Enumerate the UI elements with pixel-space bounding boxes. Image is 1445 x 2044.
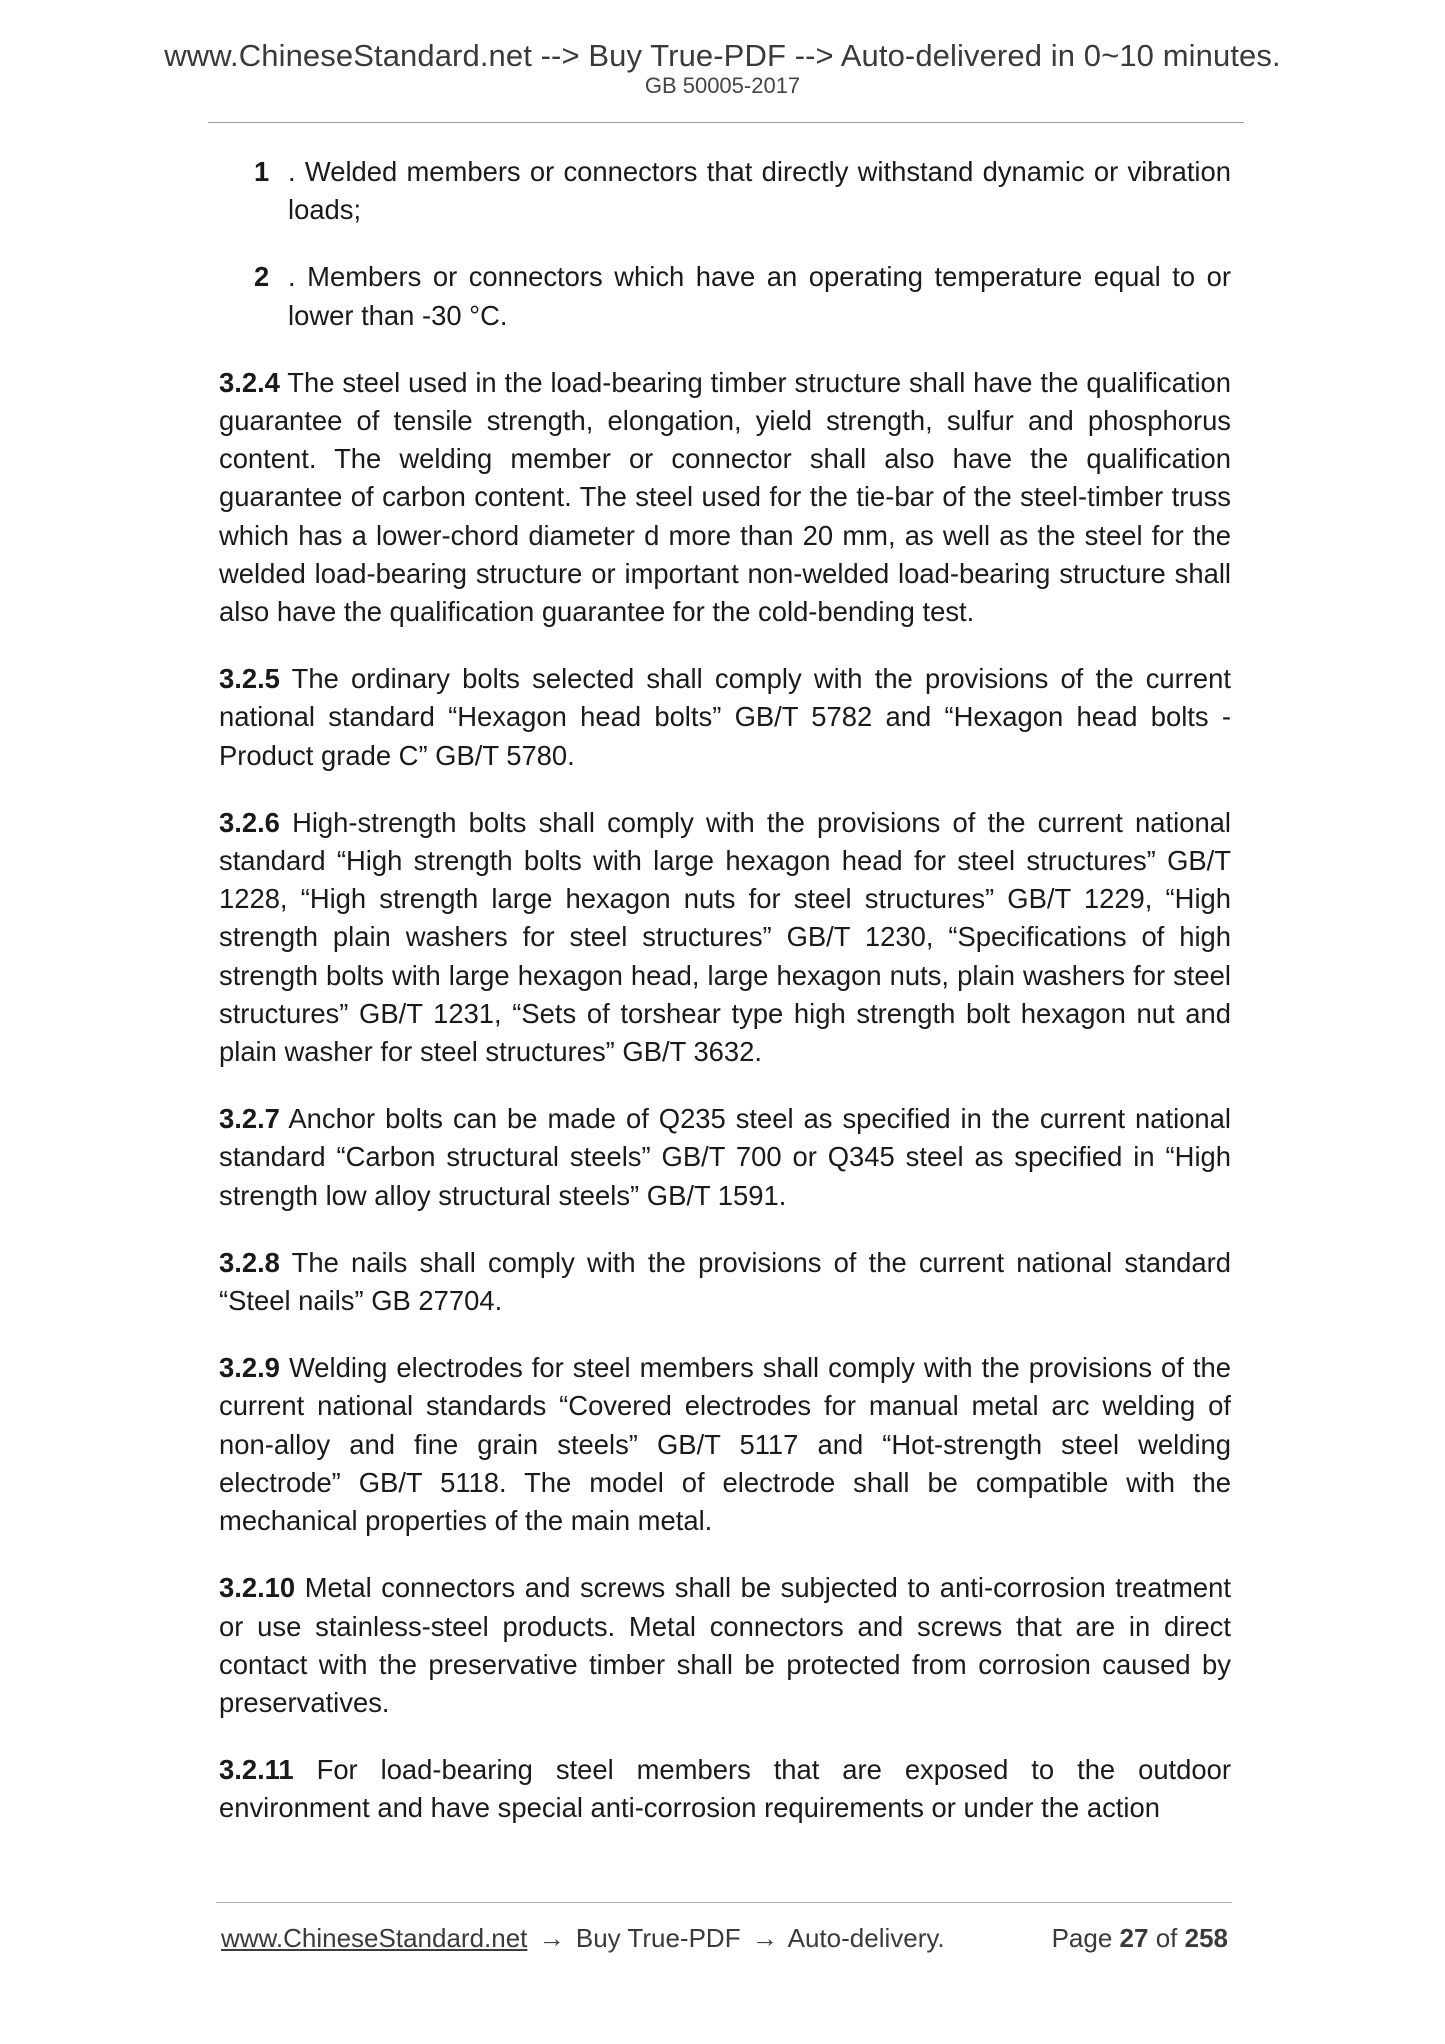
clause-number: 3.2.10 xyxy=(219,1572,296,1604)
clause-number: 3.2.4 xyxy=(219,366,280,398)
clause-number: 3.2.11 xyxy=(219,1754,294,1786)
page-footer xyxy=(221,1921,1233,1957)
list-item-number: 2 xyxy=(254,261,270,293)
clause-number: 3.2.7 xyxy=(219,1103,280,1135)
clause-text: The ordinary bolts selected shall comply with the provisions of the current national standard “Hexagon head bolts” GB/T 5782 and “Hexagon head bolts - Product grade C” GB/T 5780. xyxy=(219,663,1231,771)
current-page: 27 xyxy=(1119,1923,1149,1953)
clause-number: 3.2.8 xyxy=(219,1246,280,1278)
page-content xyxy=(219,153,1231,1857)
list-item-number: 1 xyxy=(254,156,270,187)
clause-text: Welding electrodes for steel members shall comply with the provisions of the current national standards “Covered electrodes for manual metal arc welding of non-alloy and fine grain steels” GB/T 5117 and “Hot-strength steel welding electrode” GB/T 5118. The model of electrode shall be compatible with the mechanical properties of the main metal. xyxy=(219,1352,1231,1537)
clause-number: 3.2.6 xyxy=(219,806,280,838)
list-item xyxy=(219,153,1231,229)
footer-delivery-text: Auto-delivery. xyxy=(787,1923,945,1953)
clause-text: High-strength bolts shall comply with the provisions of the current national standard “High strength bolts with large hexagon head for steel structures” GB/T 1228, “High strength large hexagon nuts for steel structures” GB/T 1229, “High strength plain washers for steel structures” GB/T 1230, “Specifications of high strength bolts with large hexagon head, large hexagon nuts, plain washers for steel structures” GB/T 1231, “Sets of torshear type high strength bolt hexagon nut and plain washer for steel structures” GB/T 3632. xyxy=(219,806,1231,1068)
of-label: of xyxy=(1155,1923,1178,1953)
clause-text: The steel used in the load-bearing timber structure shall have the qualification guarantee of tensile strength, elongation, yield strength, sulfur and phosphorus content. The welding member or connector shall also have the qualification guarantee of carbon content. The steel used for the tie-bar of the steel-timber truss which has a lower-chord diameter d more than 20 mm, as well as the steel for the welded load-bearing structure or important non-welded load-bearing structure shall also have the qualification guarantee for the cold-bending test. xyxy=(219,366,1231,628)
clause-3-2-5 xyxy=(219,660,1231,775)
page-number xyxy=(1052,1921,1228,1955)
clause-3-2-10 xyxy=(219,1569,1231,1722)
clause-text: Metal connectors and screws shall be subjected to anti-corrosion treatment or use stainless-steel products. Metal connectors and screws that are in direct contact with the preservative timber shall be protected from corrosion caused by preservatives. xyxy=(219,1572,1231,1718)
clause-3-2-11 xyxy=(219,1751,1231,1827)
list-item-text: . Members or connectors which have an operating temperature equal to or lower than -30 °C. xyxy=(288,261,1231,331)
total-pages: 258 xyxy=(1184,1923,1228,1953)
header-divider xyxy=(208,122,1244,123)
clause-3-2-9 xyxy=(219,1349,1231,1540)
clause-text: The nails shall comply with the provisions of the current national standard “Steel nails” GB 27704. xyxy=(219,1246,1231,1317)
clause-3-2-8 xyxy=(219,1244,1231,1320)
clause-3-2-7 xyxy=(219,1100,1231,1215)
footer-website-link[interactable]: www.ChineseStandard.net xyxy=(221,1923,528,1953)
footer-promo xyxy=(221,1921,945,1955)
arrow-right-icon: → xyxy=(751,1923,778,1953)
footer-divider xyxy=(216,1902,1232,1903)
list-item xyxy=(219,258,1231,334)
page-label: Page xyxy=(1051,1923,1113,1953)
page-banner: www.ChineseStandard.net --> Buy True-PDF --> Auto-delivered in 0~10 minutes. xyxy=(164,38,1281,73)
clause-3-2-4 xyxy=(219,364,1231,631)
clause-number: 3.2.9 xyxy=(219,1352,280,1384)
document-code: GB 50005-2017 xyxy=(644,73,801,98)
list-item-text: . Welded members or connectors that directly withstand dynamic or vibration loads; xyxy=(288,156,1231,226)
clause-text: For load-bearing steel members that are exposed to the outdoor environment and have special anti-corrosion requirements or under the action xyxy=(219,1754,1231,1824)
clause-number: 3.2.5 xyxy=(219,663,280,695)
footer-buy-text: Buy True-PDF xyxy=(575,1923,741,1953)
clause-3-2-6 xyxy=(219,804,1231,1071)
clause-text: Anchor bolts can be made of Q235 steel as specified in the current national standard “Carbon structural steels” GB/T 700 or Q345 steel as specified in “High strength low alloy structural steels” GB/T 1591. xyxy=(219,1103,1231,1211)
arrow-right-icon: → xyxy=(538,1923,565,1953)
